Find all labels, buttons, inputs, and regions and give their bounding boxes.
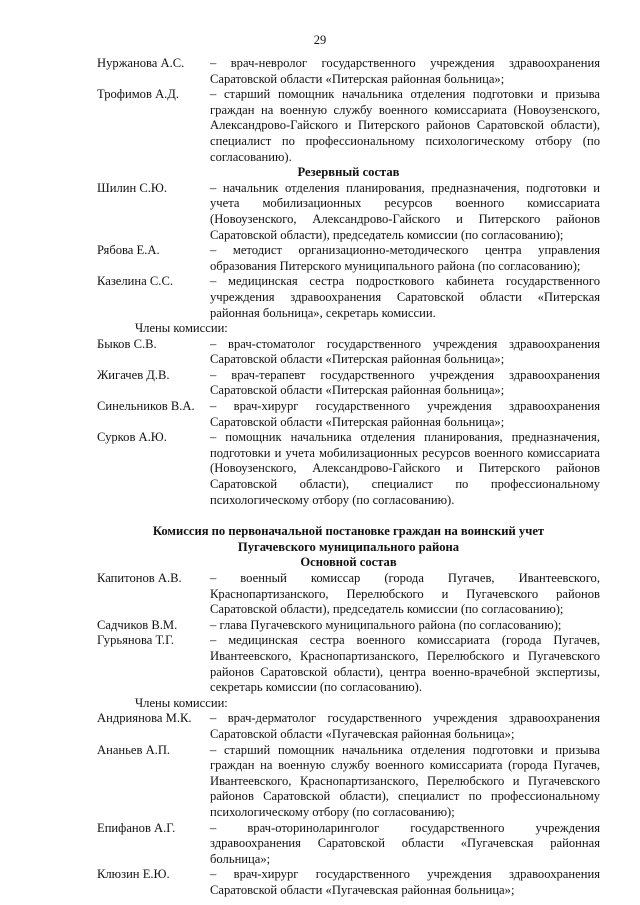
member-position: – врач-хирург государственного учреждения здравоохранения Саратовской области «Питерская районная больница»; <box>210 399 600 429</box>
member-position: – начальник отделения планирования, предназначения, подготовки и учета мобилизационных ресурсов военного комиссариата (Новоузенского, Александрово-Гайского и Питерского районов Саратовской области), председатель комиссии (по согласованию); <box>210 180 600 242</box>
member-name: Сурков А.Ю. <box>97 430 167 445</box>
member-name: Андриянова М.К. <box>97 711 192 726</box>
member-entry <box>97 337 600 368</box>
member-position: – помощник начальника отделения планирования, предназначения, подготовки и учета мобилизационных ресурсов военного комиссариата (Новоузенского, Александрово-Гайского и Питерского районов Саратовской области), специалист по профессиональному психологическому отбору (по согласованию). <box>210 430 600 507</box>
main-section-title: Основной состав <box>300 555 397 570</box>
member-position: – врач-хирург государственного учреждения здравоохранения Саратовской области «Пугачевская районная больница»; <box>210 867 600 897</box>
member-entry <box>97 430 600 508</box>
member-position: – врач-дерматолог государственного учреждения здравоохранения Саратовской области «Пугачевская районная больница»; <box>210 711 600 741</box>
member-position: – военный комиссар (города Пугачев, Ивантеевского, Краснопартизанского, Перелюбского и Пугачевского районов Саратовской области), председатель комиссии (по согласованию); <box>210 571 600 617</box>
member-name: Синельников В.А. <box>97 399 195 414</box>
member-name: Гурьянова Т.Г. <box>97 633 175 648</box>
member-name: Шилин С.Ю. <box>97 180 167 195</box>
member-entry <box>97 618 600 634</box>
member-position: – врач-невролог государственного учреждения здравоохранения Саратовской области «Питерская районная больница»; <box>210 56 600 86</box>
member-position: – старший помощник начальника отделения подготовки и призыва граждан на военную службу военного комиссариата (Новоузенского, Александрово-Гайского и Питерского районов Саратовской области), специалист по профессиональному психологическому отбору (по согласованию). <box>210 87 600 164</box>
members-label: Члены комиссии: <box>135 321 228 336</box>
member-entry <box>97 243 600 274</box>
member-name: Клюзин Е.Ю. <box>97 867 170 882</box>
member-position: – врач-стоматолог государственного учреждения здравоохранения Саратовской области «Питерская районная больница»; <box>210 336 600 367</box>
section-spacer <box>97 508 600 524</box>
member-entry <box>97 87 600 165</box>
page-number: 29 <box>313 33 327 47</box>
member-position: – врач-терапевт государственного учреждения здравоохранения Саратовской области «Питерская районная больница»; <box>210 367 600 398</box>
member-entry <box>97 743 600 821</box>
member-name: Капитонов А.В. <box>97 571 182 585</box>
commission-title-line1: Комиссия по первоначальной постановке граждан на воинский учет <box>152 524 545 539</box>
member-name: Рябова Е.А. <box>97 243 160 258</box>
member-name: Ананьев А.П. <box>97 742 171 757</box>
member-position: – медицинская сестра подросткового кабинета государственного учреждения здравоохранения Саратовской области «Питерская районная больница», секретарь комиссии. <box>210 274 600 320</box>
reserve-section-title: Резервный состав <box>297 165 400 180</box>
member-entry <box>97 181 600 243</box>
member-name: Епифанов А.Г. <box>97 820 176 835</box>
member-name: Жигачев Д.В. <box>97 367 170 382</box>
member-position: – медицинская сестра военного комиссариата (города Пугачев, Ивантеевского, Краснопартизанского, Перелюбского и Пугачевского районов Саратовской области), центра военно-врачебной экспертизы, секретарь комиссии (по согласованию). <box>210 633 600 695</box>
member-entry <box>97 711 600 742</box>
members-label: Члены комиссии: <box>135 695 228 710</box>
member-entry <box>97 274 600 321</box>
member-entry <box>97 867 600 898</box>
document-body <box>97 56 600 898</box>
member-entry <box>97 399 600 430</box>
member-position: – глава Пугачевского муниципального района (по согласованию); <box>210 617 562 632</box>
member-name: Садчиков В.М. <box>97 617 178 632</box>
member-entry <box>97 56 600 87</box>
member-entry <box>97 571 600 618</box>
member-entry <box>97 368 600 399</box>
member-position: – методист организационно-методического центра управления образования Питерского муниципального района (по согласованию); <box>210 243 600 273</box>
member-position: – старший помощник начальника отделения подготовки и призыва граждан на военную службу военного комиссариата (города Пугачев, Ивантеевского, Краснопартизанского, Перелюбского и Пугачевского районов Саратовской области), специалист по профессиональному психологическому отбору (по согласованию); <box>210 742 600 819</box>
member-entry <box>97 821 600 868</box>
member-position: – врач-оториноларинголог государственного учреждения здравоохранения Саратовской области «Пугачевская районная больница»; <box>210 820 600 866</box>
member-name: Казелина С.С. <box>97 274 173 289</box>
member-name: Нуржанова А.С. <box>97 56 185 70</box>
member-name: Быков С.В. <box>97 336 157 351</box>
member-entry <box>97 633 600 695</box>
member-name: Трофимов А.Д. <box>97 87 180 102</box>
commission-title-line2: Пугачевского муниципального района <box>237 539 460 554</box>
